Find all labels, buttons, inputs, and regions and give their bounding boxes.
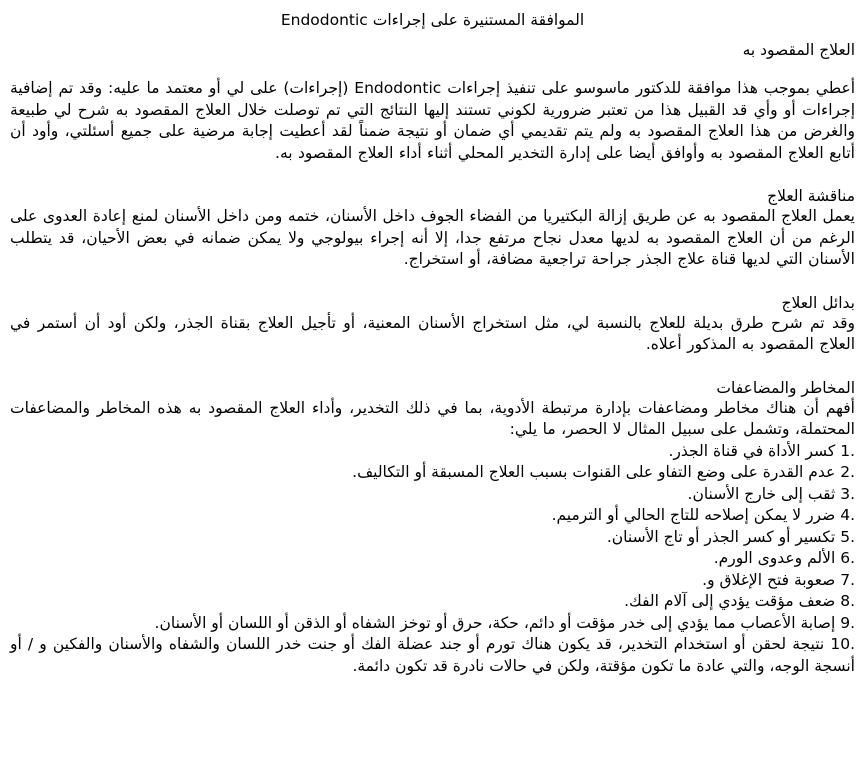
section-heading-treatment-alternatives: بدائل العلاج — [781, 293, 855, 312]
risk-item-text: تكسير أو كسر الجذر أو تاج الأسنان. — [606, 527, 836, 546]
risk-item-text: كسر الأداة في قناة الجذر. — [668, 441, 836, 460]
risk-list-item — [10, 484, 855, 506]
risk-item-number: 10. — [830, 635, 855, 653]
risk-item-number: 8. — [840, 592, 855, 610]
risk-list-item — [10, 462, 855, 484]
risk-list-item — [10, 548, 855, 570]
risk-item-number: 9. — [840, 613, 855, 632]
risk-list-item — [10, 591, 855, 613]
risk-item-number: 3. — [840, 484, 855, 503]
section-heading-risks-complications: المخاطر والمضاعفات — [716, 378, 855, 397]
risk-item-number: 5. — [840, 527, 855, 546]
risk-item-number: 7. — [840, 570, 855, 589]
spacer — [10, 164, 855, 186]
spacer — [10, 60, 855, 78]
intro-paragraph: أعطي بموجب هذا موافقة للدكتور ماسوسو على تنفيذ إجراءات Endodontic (إجراءات) على لي أو معتمد ما عليه: وقد تم إضافية إجراءات أو وأي قد القبيل هذا من تعتبر ضرورية لكوني تستند إليها النتائج التي تم توصلت خلال العلاج المقصود به شرح لي طبيعة والغرض من هذا العلاج المقصود به ولم يتم تقديمي أي ضمان أو نتيجة ضمناً لقد أعطيت إجابة مرضية على جميع أسئلتي، وأود أن أتابع العلاج المقصود به وأوافق أيضا على إدارة التخدير المحلي أثناء أداء العلاج المقصود به. — [10, 79, 855, 162]
risk-list-item — [10, 634, 855, 677]
section-heading-treatment-discussion: مناقشة العلاج — [767, 187, 855, 205]
intended-treatment-heading: العلاج المقصود به — [742, 41, 855, 59]
risk-list — [10, 441, 855, 678]
section-paragraph-treatment-alternatives: وقد تم شرح طرق بديلة للعلاج بالنسبة لي، مثل استخراج الأسنان المعنية، أو تأجيل العلاج بقناة الجذر، ولكن أود أن أستمر في العلاج المقصود به المذكور أعلاه. — [10, 313, 855, 353]
risk-list-item — [10, 570, 855, 592]
risk-item-text: صعوبة فتح الإغلاق و. — [702, 570, 836, 589]
risk-item-text: ثقب إلى خارج الأسنان. — [687, 484, 836, 503]
risk-item-text: نتيجة لحقن أو استخدام التخدير، قد يكون هناك تورم أو جند عضلة الفك أو جنت خدر اللسان والشفاه والأسنان والفكين و / أو أنسجة الوجه، والتي عادة ما تكون مؤقتة، ولكن في حالات نادرة قد تكون دائمة. — [10, 635, 855, 675]
risk-item-text: عدم القدرة على وضع التفاو على القنوات بسبب العلاج المسبقة أو التكاليف. — [352, 463, 836, 481]
risk-item-number: 1. — [840, 441, 855, 460]
spacer — [10, 30, 855, 40]
risk-item-number: 2. — [840, 463, 855, 481]
risk-list-item — [10, 613, 855, 635]
spacer — [10, 356, 855, 378]
risk-item-text: ضرر لا يمكن إصلاحه للتاج الحالي أو الترميم. — [551, 506, 836, 524]
section-paragraph-treatment-discussion: يعمل العلاج المقصود به عن طريق إزالة البكتيريا من الفضاء الجوف داخل الأسنان، ختمه ومن داخل الأسنان لمنع إعادة العدوى على الرغم من أن العلاج المقصود به لديها معدل نجاح مرتفع جدا، إلا أنه إجراء بيولوجي ولا يمكن ضمانه في بعض الأحيان، قد يتطلب الأسنان التي لديها قناة علاج الجذر جراحة تراجعية مضافة، أو استخراج. — [10, 207, 855, 268]
risk-list-item — [10, 527, 855, 549]
risk-item-text: ضعف مؤقت يؤدي إلى آلام الفك. — [624, 592, 836, 610]
risk-list-item — [10, 441, 855, 463]
risk-item-text: الألم وعدوى الورم. — [713, 549, 836, 567]
page-title: الموافقة المستنيرة على إجراءات Endodontic — [280, 11, 585, 29]
risk-item-number: 4. — [840, 506, 855, 524]
section-paragraph-risks-complications: أفهم أن هناك مخاطر ومضاعفات بإدارة مرتبطة الأدوية، بما في ذلك التخدير، وأداء العلاج المقصود به هذه المخاطر والمضاعفات المحتملة، وتشمل على سبيل المثال لا الحصر، ما يلي: — [10, 398, 855, 438]
spacer — [10, 271, 855, 293]
risk-item-text: إصابة الأعصاب مما يؤدي إلى خدر مؤقت أو دائم، حكة، حرق أو توخز الشفاه أو الذقن أو اللسان أو الأسنان. — [154, 613, 836, 632]
risk-item-number: 6. — [840, 549, 855, 567]
risk-list-item — [10, 505, 855, 527]
